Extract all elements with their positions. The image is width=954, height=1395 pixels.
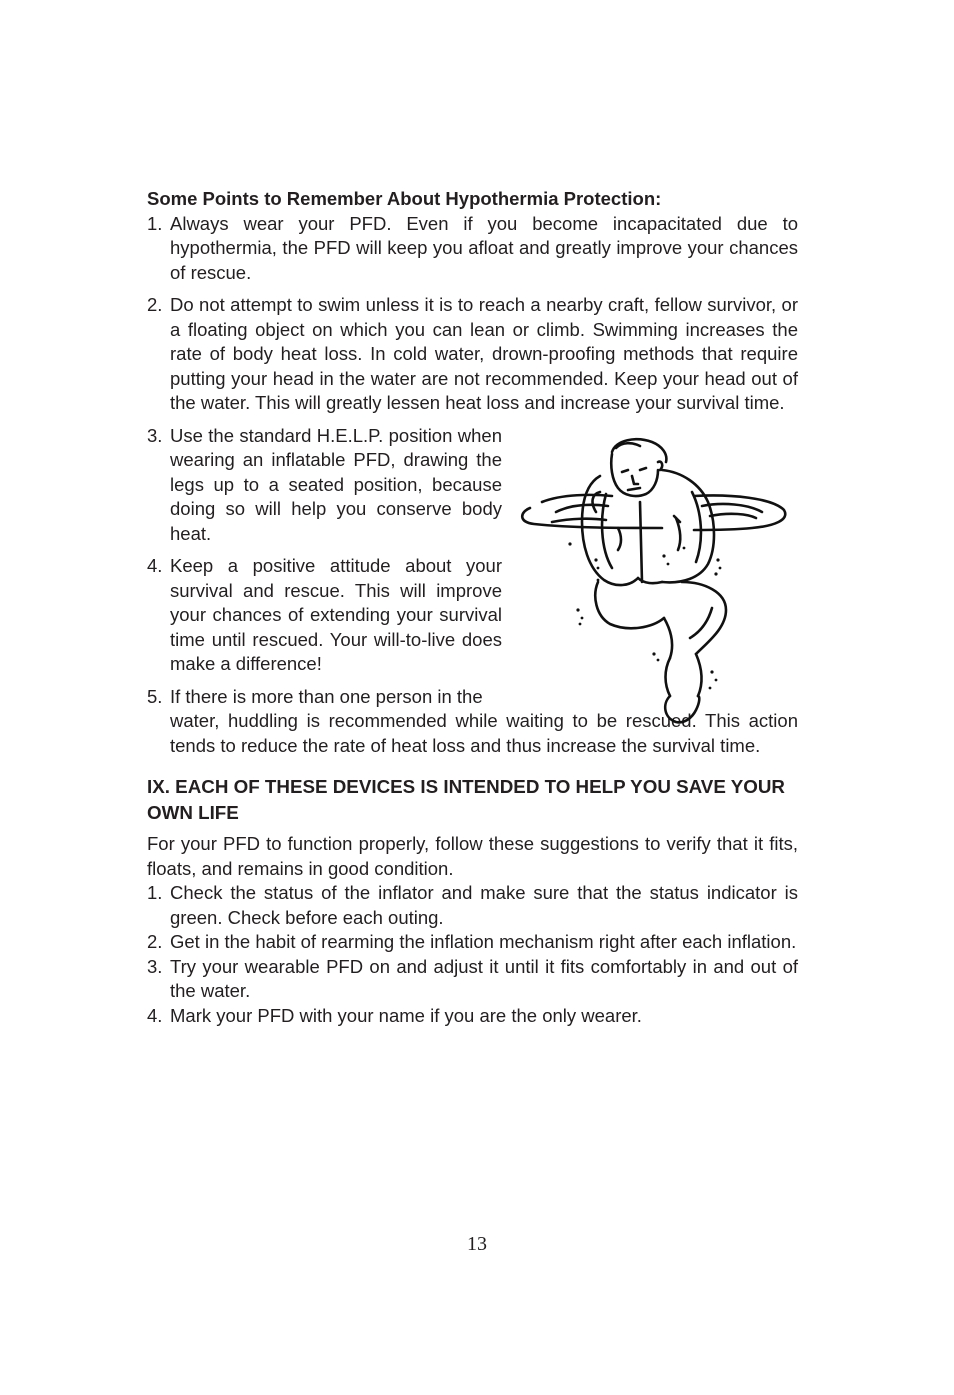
item-number: 1. <box>147 882 163 903</box>
item-text: Always wear your PFD. Even if you become incapacitated due to hypothermia, the PFD will keep you afloat and greatly improve your chances of rescue. <box>170 212 798 283</box>
item-number: 2. <box>147 931 163 952</box>
item-text: If there is more than one person in the <box>170 685 483 707</box>
intro-paragraph: For your PFD to function properly, follow these suggestions to verify that it fits, floats, and remains in good condition. <box>147 833 798 879</box>
list-item <box>147 955 798 1004</box>
item-text: Do not attempt to swim unless it is to reach a nearby craft, fellow survivor, or a floating object on which you can lean or climb. Swimming increases the rate of body heat loss. In cold water, drown-proofing methods that require putting your head in the water are not recommended. Keep your head out of the water. This will greatly lessen heat loss and increase your survival time. <box>170 294 798 413</box>
list-item <box>147 424 502 547</box>
item-number: 2. <box>147 294 163 315</box>
item-text: Mark your PFD with your name if you are the only wearer. <box>170 1004 642 1026</box>
item-text: water, huddling is recommended while waiting to be rescued. This action tends to reduce the rate of heat loss and thus increase the survival time. <box>170 710 798 756</box>
page-number: 13 <box>467 1233 487 1255</box>
list-item <box>147 881 798 930</box>
list-item <box>147 293 798 416</box>
section-heading: Some Points to Remember About Hypothermia Protection: <box>147 188 662 209</box>
list-item <box>147 554 502 677</box>
list-item <box>147 1004 798 1029</box>
list-item <box>147 212 798 286</box>
item-number: 3. <box>147 424 163 446</box>
item-text: Use the standard H.E.L.P. position when wearing an inflatable PFD, drawing the legs up to a seated position, because doing so will help you conserve body heat. <box>170 424 502 544</box>
section-title: IX. EACH OF THESE DEVICES IS INTENDED TO HELP YOU SAVE YOUR OWN LIFE <box>147 776 785 823</box>
item-text: Try your wearable PFD on and adjust it until it fits comfortably in and out of the water. <box>170 955 798 1001</box>
item-number: 4. <box>147 1004 163 1026</box>
item-number: 5. <box>147 685 163 707</box>
item-text: Check the status of the inflator and make sure that the status indicator is green. Check before each outing. <box>170 882 798 928</box>
item-text: Keep a positive attitude about your survival and rescue. This will improve your chances of extending your survival time until rescued. Your will-to-live does make a difference! <box>170 555 502 674</box>
item-text: Get in the habit of rearming the inflation mechanism right after each inflation. <box>170 931 797 952</box>
item-number: 1. <box>147 212 163 234</box>
list-item <box>147 930 798 955</box>
item-number: 4. <box>147 555 163 576</box>
help-position-illustration <box>512 432 792 727</box>
item-number: 3. <box>147 955 163 977</box>
